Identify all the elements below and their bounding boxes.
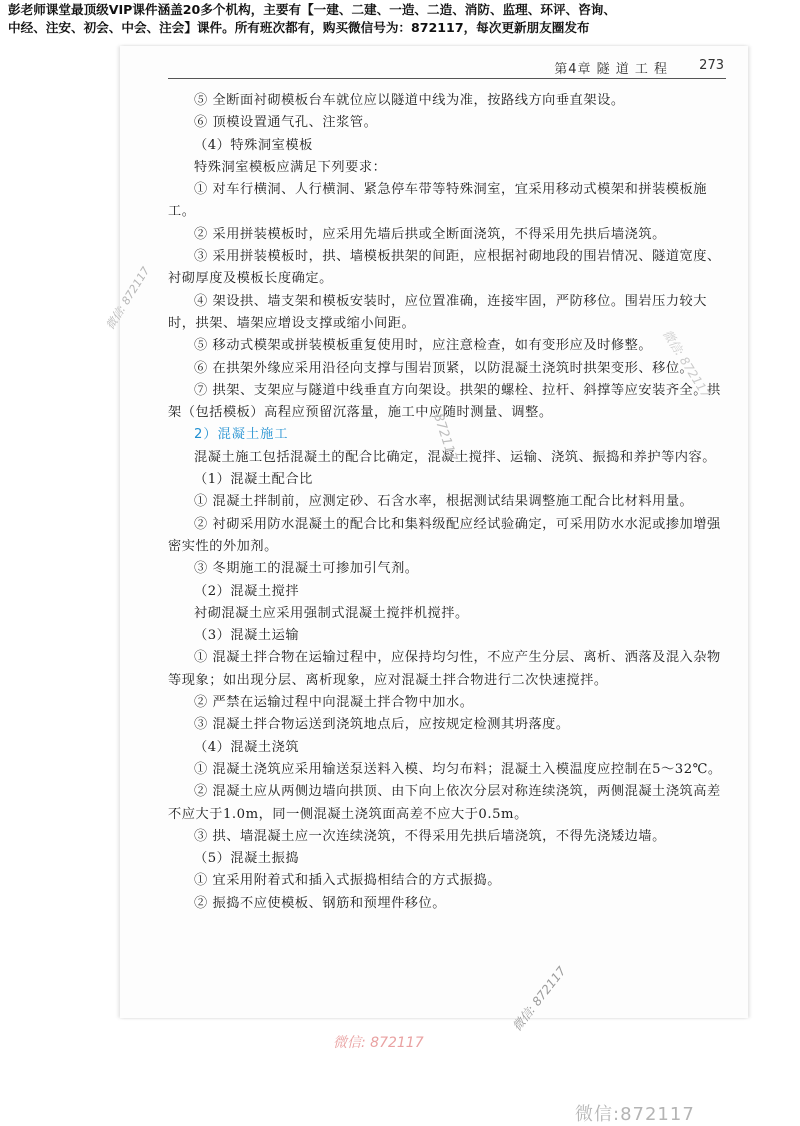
subheading: （4）混凝土浇筑 [194,739,300,755]
paragraph: ③ 冬期施工的混凝土可掺加引气剂。 [194,561,419,577]
paragraph: ② 严禁在运输过程中向混凝土拌合物中加水。 [194,695,474,711]
paragraph: ③ 采用拼装模板时，拱、墙模板拱架的间距，应根据衬砌地段的围岩情况、隧道宽度、衬砌厚度及模板长度确定。 [168,249,721,287]
paragraph: 混凝土施工包括混凝土的配合比确定，混凝土搅拌、运输、浇筑、振捣和养护等内容。 [194,449,717,465]
paragraph: ① 对车行横洞、人行横洞、紧急停车带等特殊洞室，宜采用移动式模架和拼装模板施工。 [168,182,708,220]
paragraph: ③ 混凝土拌合物运送到浇筑地点后，应按规定检测其坍落度。 [194,717,570,733]
watermark: 872117 [430,411,460,464]
paragraph: ⑤ 移动式模架或拼装模板重复使用时，应注意检查，如有变形应及时修整。 [194,338,653,354]
page-number: 273 [699,58,724,73]
promo-banner-line-2: 中经、注安、初会、中会、注会】课件。所有班次都有，购买微信号为：872117，每次更新朋友圈发布 [8,20,590,35]
paragraph: ② 振捣不应使模板、钢筋和预埋件移位。 [194,895,447,911]
promo-banner [8,1,794,37]
subheading: （1）混凝土配合比 [194,472,313,488]
subheading: （4）特殊洞室模板 [194,137,313,153]
watermark: 微信: 872117 [333,1035,424,1051]
book-page [120,46,748,1018]
paragraph: ⑤ 全断面衬砌模板台车就位应以隧道中线为准，按路线方向垂直架设。 [194,93,625,108]
paragraph: ① 混凝土浇筑应采用输送泵送料入模、均匀布料；混凝土入模温度应控制在5～32℃。 [194,761,722,777]
paragraph: ⑥ 在拱架外缘应采用沿径向支撑与围岩顶紧，以防混凝土浇筑时拱架变形、移位。 [194,360,694,376]
paragraph: ⑥ 顶模设置通气孔、注浆管。 [194,115,378,131]
paragraph: ⑦ 拱架、支架应与隧道中线垂直方向架设。拱架的螺栓、拉杆、斜撑等应安装齐全。拱架（包括模板）高程应预留沉落量，施工中应随时测量、调整。 [168,382,721,421]
paragraph: 特殊洞室模板应满足下列要求： [194,159,387,175]
page-body [168,90,728,915]
section-heading: 2）混凝土施工 [194,427,289,443]
paragraph: ② 采用拼装模板时，应采用先墙后拱或全断面浇筑，不得采用先拱后墙浇筑。 [194,226,666,242]
paragraph: ① 混凝土拌合物在运输过程中，应保持均匀性，不应产生分层、离析、洒落及混入杂物等现象；如出现分层、离析现象，应对混凝土拌合物进行二次快速搅拌。 [168,650,721,688]
chapter-title: 第4章 隧 道 工 程 [554,62,668,77]
running-header [168,58,726,79]
watermark: 微信: 872117 [509,963,569,1034]
paragraph: ① 宜采用附着式和插入式振捣相结合的方式振捣。 [194,873,501,889]
paragraph: ④ 架设拱、墙支架和模板安装时，应位置准确，连接牢固，严防移位。围岩压力较大时，拱架、墙架应增设支撑或缩小间距。 [168,293,708,331]
watermark: 微信: 872117 [659,327,713,401]
subheading: （3）混凝土运输 [194,628,300,644]
promo-banner-line-1: 彭老师课堂最顶级VIP课件涵盖20多个机构，主要有【一建、二建、一造、二造、消防、监理、环评、咨询、 [8,2,616,17]
paragraph: ③ 拱、墙混凝土应一次连续浇筑，不得采用先拱后墙浇筑，不得先浇矮边墙。 [194,828,666,844]
subheading: （2）混凝土搅拌 [194,583,300,599]
paragraph: ② 混凝土应从两侧边墙向拱顶、由下向上依次分层对称连续浇筑，两侧混凝土浇筑高差不应大于1.0m，同一侧混凝土浇筑面高差不应大于0.5m。 [168,784,721,822]
subheading: （5）混凝土振捣 [194,851,300,867]
paragraph: ① 混凝土拌制前，应测定砂、石含水率，根据测试结果调整施工配合比材料用量。 [194,494,694,510]
paragraph: ② 衬砌采用防水混凝土的配合比和集料级配应经试验确定，可采用防水水泥或掺加增强密实性的外加剂。 [168,516,721,554]
watermark: 微信:872117 [575,1104,695,1125]
watermark: 微信: 872117 [103,264,153,332]
paragraph: 衬砌混凝土应采用强制式混凝土搅拌机搅拌。 [194,605,469,621]
